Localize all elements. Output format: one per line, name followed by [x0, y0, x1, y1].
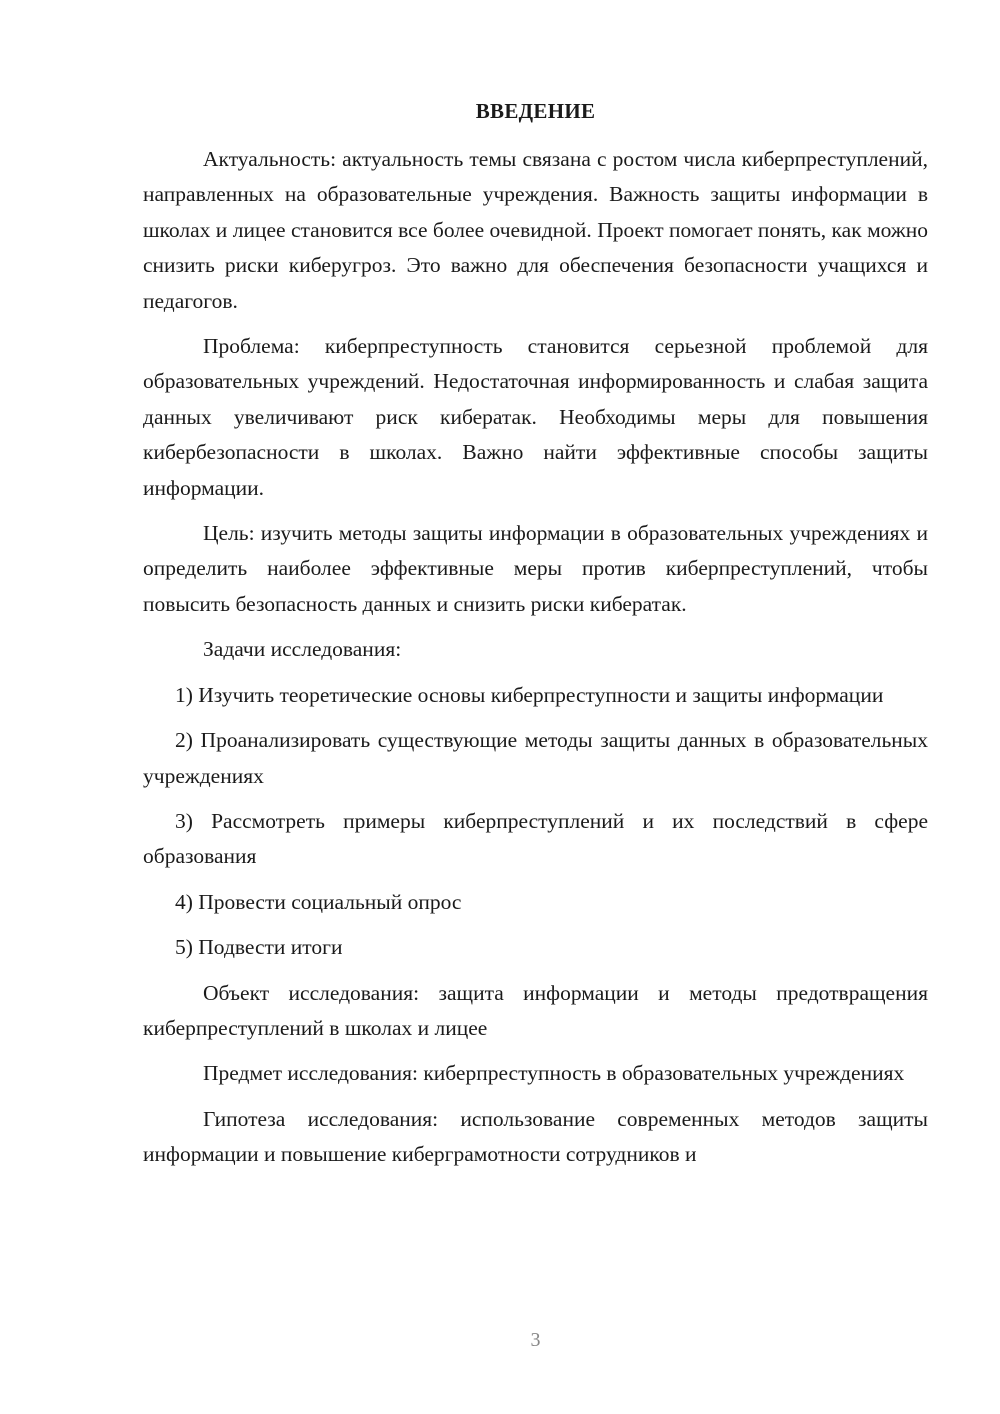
paragraph-relevance: Актуальность: актуальность темы связана с ростом числа киберпреступлений, направленных на образовательные учреждения. Важность защиты информации в школах и лицее становится все более очевидной. Проект помогает понять, как можно снизить риски киберугроз. Это важно для обеспечения безопасности учащихся и педагогов. — [143, 147, 928, 313]
list-item-task-3: 3) Рассмотреть примеры киберпреступлений и их последствий в сфере образования — [143, 808, 928, 869]
page-number: 3 — [530, 1329, 541, 1351]
document-body — [143, 142, 928, 1183]
list-item-task-1: 1) Изучить теоретические основы киберпреступности и защиты информации — [175, 682, 884, 707]
paragraph-tasks-heading: Задачи исследования: — [203, 637, 402, 662]
paragraph-goal: Цель: изучить методы защиты информации в образовательных учреждениях и определить наиболее эффективные меры против киберпреступлений, чтобы повысить безопасность данных и снизить риски кибератак. — [143, 521, 928, 616]
paragraph-problem: Проблема: киберпреступность становится серьезной проблемой для образовательных учреждений. Недостаточная информированность и слабая защита данных увеличивают риск кибератак. Необходимы меры для повышения кибербезопасности в школах. Важно найти эффективные способы защиты информации. — [143, 334, 928, 500]
list-item-task-2: 2) Проанализировать существующие методы защиты данных в образовательных учреждениях — [143, 728, 928, 788]
list-item-task-5: 5) Подвести итоги — [175, 935, 343, 960]
paragraph-hypothesis: Гипотеза исследования: использование современных методов защиты информации и повышение киберграмотности сотрудников и — [143, 1106, 928, 1167]
paragraph-object: Объект исследования: защита информации и методы предотвращения киберпреступлений в школах и лицее — [143, 980, 928, 1040]
paragraph-subject: Предмет исследования: киберпреступность в образовательных учреждениях — [203, 1061, 905, 1086]
page-title: ВВЕДЕНИЕ — [475, 99, 596, 123]
list-item-task-4: 4) Провести социальный опрос — [175, 889, 462, 914]
